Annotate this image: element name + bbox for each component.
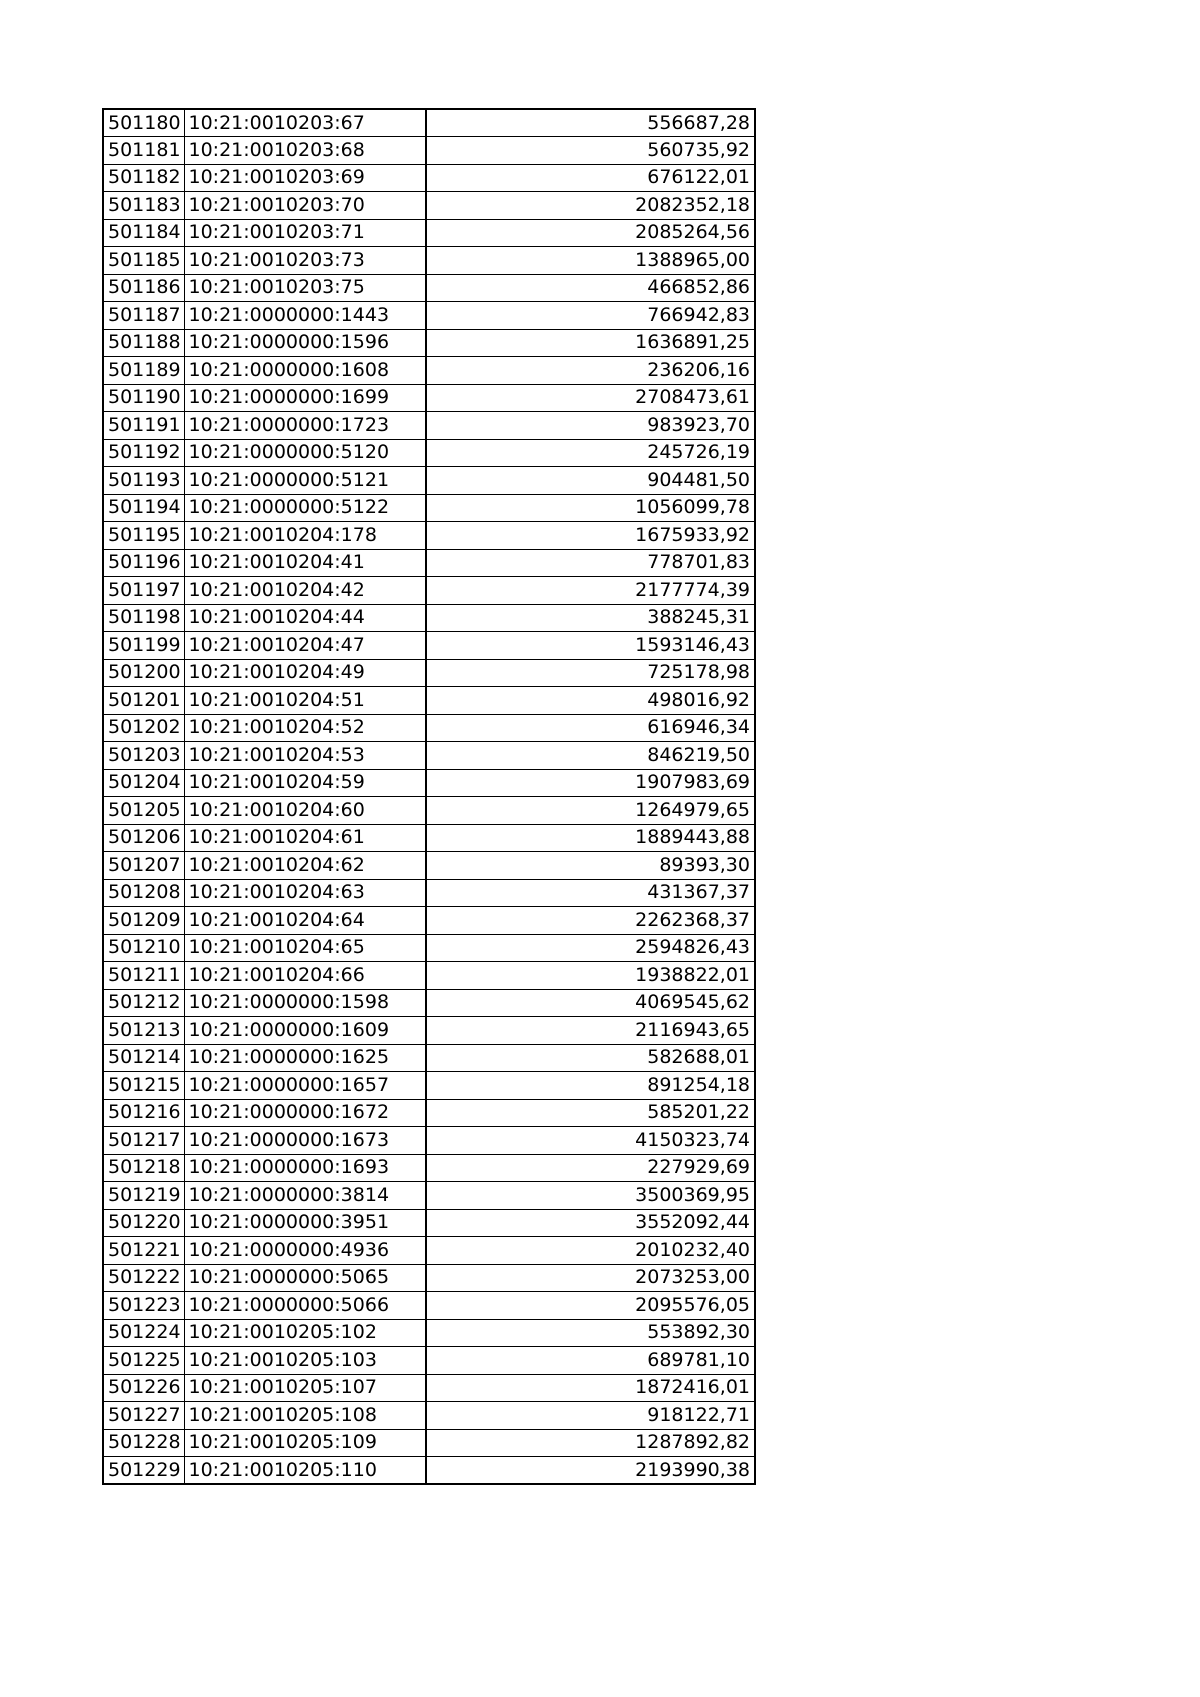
cadastral-number-cell: 10:21:0010204:65 <box>184 934 426 962</box>
value-cell: 846219,50 <box>426 742 755 770</box>
row-number-cell: 501204 <box>103 769 184 797</box>
table-row <box>103 219 755 247</box>
value-cell: 983923,70 <box>426 412 755 440</box>
row-number-cell: 501198 <box>103 604 184 632</box>
row-number-cell: 501222 <box>103 1264 184 1292</box>
cadastral-number-cell: 10:21:0010205:108 <box>184 1402 426 1430</box>
value-cell: 1889443,88 <box>426 824 755 852</box>
value-cell: 3500369,95 <box>426 1182 755 1210</box>
row-number-cell: 501195 <box>103 522 184 550</box>
row-number-cell: 501227 <box>103 1402 184 1430</box>
value-cell: 1593146,43 <box>426 632 755 660</box>
table-row <box>103 852 755 880</box>
table-row <box>103 1457 755 1485</box>
value-cell: 553892,30 <box>426 1319 755 1347</box>
table-row <box>103 604 755 632</box>
row-number-cell: 501193 <box>103 467 184 495</box>
cadastral-number-cell: 10:21:0010203:69 <box>184 164 426 192</box>
value-cell: 2082352,18 <box>426 192 755 220</box>
row-number-cell: 501200 <box>103 659 184 687</box>
cadastral-number-cell: 10:21:0000000:1672 <box>184 1099 426 1127</box>
cadastral-number-cell: 10:21:0010204:51 <box>184 687 426 715</box>
table-row <box>103 1264 755 1292</box>
value-cell: 466852,86 <box>426 274 755 302</box>
row-number-cell: 501185 <box>103 247 184 275</box>
value-cell: 2085264,56 <box>426 219 755 247</box>
row-number-cell: 501186 <box>103 274 184 302</box>
cadastral-number-cell: 10:21:0010204:62 <box>184 852 426 880</box>
table-row <box>103 1237 755 1265</box>
cadastral-number-cell: 10:21:0010204:61 <box>184 824 426 852</box>
table-row <box>103 1209 755 1237</box>
row-number-cell: 501220 <box>103 1209 184 1237</box>
row-number-cell: 501228 <box>103 1429 184 1457</box>
value-cell: 560735,92 <box>426 137 755 165</box>
row-number-cell: 501216 <box>103 1099 184 1127</box>
row-number-cell: 501190 <box>103 384 184 412</box>
row-number-cell: 501194 <box>103 494 184 522</box>
value-cell: 2193990,38 <box>426 1457 755 1485</box>
table-row <box>103 1044 755 1072</box>
cadastral-number-cell: 10:21:0000000:3951 <box>184 1209 426 1237</box>
cadastral-number-cell: 10:21:0010205:109 <box>184 1429 426 1457</box>
value-cell: 725178,98 <box>426 659 755 687</box>
cadastral-number-cell: 10:21:0000000:5121 <box>184 467 426 495</box>
value-cell: 1675933,92 <box>426 522 755 550</box>
value-cell: 582688,01 <box>426 1044 755 1072</box>
row-number-cell: 501207 <box>103 852 184 880</box>
value-cell: 2177774,39 <box>426 577 755 605</box>
value-cell: 676122,01 <box>426 164 755 192</box>
row-number-cell: 501226 <box>103 1374 184 1402</box>
value-cell: 227929,69 <box>426 1154 755 1182</box>
value-cell: 2262368,37 <box>426 907 755 935</box>
row-number-cell: 501182 <box>103 164 184 192</box>
row-number-cell: 501197 <box>103 577 184 605</box>
table-row <box>103 824 755 852</box>
row-number-cell: 501210 <box>103 934 184 962</box>
row-number-cell: 501184 <box>103 219 184 247</box>
value-cell: 1938822,01 <box>426 962 755 990</box>
value-cell: 1872416,01 <box>426 1374 755 1402</box>
cadastral-number-cell: 10:21:0010204:60 <box>184 797 426 825</box>
value-cell: 2594826,43 <box>426 934 755 962</box>
table-row <box>103 1127 755 1155</box>
row-number-cell: 501213 <box>103 1017 184 1045</box>
value-cell: 778701,83 <box>426 549 755 577</box>
table-row <box>103 714 755 742</box>
cadastral-number-cell: 10:21:0010203:67 <box>184 109 426 137</box>
value-cell: 4150323,74 <box>426 1127 755 1155</box>
table-row <box>103 1402 755 1430</box>
table-row <box>103 1319 755 1347</box>
table-body <box>103 109 755 1484</box>
value-cell: 2073253,00 <box>426 1264 755 1292</box>
table-row <box>103 1429 755 1457</box>
cadastral-number-cell: 10:21:0010205:110 <box>184 1457 426 1485</box>
value-cell: 2708473,61 <box>426 384 755 412</box>
row-number-cell: 501188 <box>103 329 184 357</box>
row-number-cell: 501225 <box>103 1347 184 1375</box>
row-number-cell: 501219 <box>103 1182 184 1210</box>
table-row <box>103 879 755 907</box>
cadastral-number-cell: 10:21:0010204:178 <box>184 522 426 550</box>
table-row <box>103 164 755 192</box>
row-number-cell: 501218 <box>103 1154 184 1182</box>
cadastral-number-cell: 10:21:0010205:107 <box>184 1374 426 1402</box>
value-cell: 1636891,25 <box>426 329 755 357</box>
cadastral-number-cell: 10:21:0010204:53 <box>184 742 426 770</box>
row-number-cell: 501223 <box>103 1292 184 1320</box>
table-row <box>103 577 755 605</box>
row-number-cell: 501196 <box>103 549 184 577</box>
table-row <box>103 329 755 357</box>
value-cell: 766942,83 <box>426 302 755 330</box>
value-cell: 2116943,65 <box>426 1017 755 1045</box>
row-number-cell: 501202 <box>103 714 184 742</box>
cadastral-number-cell: 10:21:0010204:47 <box>184 632 426 660</box>
row-number-cell: 501183 <box>103 192 184 220</box>
cadastral-number-cell: 10:21:0000000:1598 <box>184 989 426 1017</box>
table-row <box>103 1374 755 1402</box>
table-row <box>103 1099 755 1127</box>
row-number-cell: 501215 <box>103 1072 184 1100</box>
cadastral-number-cell: 10:21:0010203:71 <box>184 219 426 247</box>
table-row <box>103 494 755 522</box>
value-cell: 689781,10 <box>426 1347 755 1375</box>
row-number-cell: 501209 <box>103 907 184 935</box>
value-cell: 89393,30 <box>426 852 755 880</box>
cadastral-number-cell: 10:21:0010204:42 <box>184 577 426 605</box>
cadastral-number-cell: 10:21:0010203:73 <box>184 247 426 275</box>
cadastral-number-cell: 10:21:0010203:75 <box>184 274 426 302</box>
cadastral-number-cell: 10:21:0000000:1608 <box>184 357 426 385</box>
cadastral-number-cell: 10:21:0000000:4936 <box>184 1237 426 1265</box>
cadastral-number-cell: 10:21:0010204:59 <box>184 769 426 797</box>
table-row <box>103 1292 755 1320</box>
table-row <box>103 632 755 660</box>
row-number-cell: 501206 <box>103 824 184 852</box>
table-row <box>103 412 755 440</box>
cadastral-number-cell: 10:21:0000000:5120 <box>184 439 426 467</box>
table-row <box>103 659 755 687</box>
cadastral-number-cell: 10:21:0010205:103 <box>184 1347 426 1375</box>
cadastral-number-cell: 10:21:0010204:41 <box>184 549 426 577</box>
cadastral-number-cell: 10:21:0010204:63 <box>184 879 426 907</box>
table-row <box>103 962 755 990</box>
table-row <box>103 1347 755 1375</box>
cadastral-number-cell: 10:21:0000000:5122 <box>184 494 426 522</box>
value-cell: 2010232,40 <box>426 1237 755 1265</box>
table-row <box>103 934 755 962</box>
table-row <box>103 1017 755 1045</box>
table-row <box>103 797 755 825</box>
cadastral-number-cell: 10:21:0010204:52 <box>184 714 426 742</box>
cadastral-number-cell: 10:21:0000000:3814 <box>184 1182 426 1210</box>
value-cell: 904481,50 <box>426 467 755 495</box>
table-row <box>103 687 755 715</box>
cadastral-number-cell: 10:21:0000000:1693 <box>184 1154 426 1182</box>
row-number-cell: 501203 <box>103 742 184 770</box>
table-row <box>103 1072 755 1100</box>
value-cell: 498016,92 <box>426 687 755 715</box>
value-cell: 1264979,65 <box>426 797 755 825</box>
cadastral-number-cell: 10:21:0000000:5066 <box>184 1292 426 1320</box>
value-cell: 891254,18 <box>426 1072 755 1100</box>
value-cell: 1056099,78 <box>426 494 755 522</box>
table-row <box>103 467 755 495</box>
table-row <box>103 302 755 330</box>
cadastral-number-cell: 10:21:0010204:44 <box>184 604 426 632</box>
value-cell: 585201,22 <box>426 1099 755 1127</box>
cadastral-number-cell: 10:21:0000000:1699 <box>184 384 426 412</box>
table-row <box>103 247 755 275</box>
cadastral-number-cell: 10:21:0010203:68 <box>184 137 426 165</box>
table-row <box>103 357 755 385</box>
cadastral-number-cell: 10:21:0000000:1625 <box>184 1044 426 1072</box>
cadastral-number-cell: 10:21:0000000:1673 <box>184 1127 426 1155</box>
row-number-cell: 501205 <box>103 797 184 825</box>
table-row <box>103 274 755 302</box>
cadastral-number-cell: 10:21:0000000:1723 <box>184 412 426 440</box>
cadastral-number-cell: 10:21:0010203:70 <box>184 192 426 220</box>
row-number-cell: 501217 <box>103 1127 184 1155</box>
value-cell: 2095576,05 <box>426 1292 755 1320</box>
row-number-cell: 501201 <box>103 687 184 715</box>
value-cell: 1287892,82 <box>426 1429 755 1457</box>
cadastral-number-cell: 10:21:0000000:1657 <box>184 1072 426 1100</box>
cadastral-number-cell: 10:21:0000000:1443 <box>184 302 426 330</box>
cadastral-number-cell: 10:21:0010205:102 <box>184 1319 426 1347</box>
cadastral-number-cell: 10:21:0010204:64 <box>184 907 426 935</box>
table-row <box>103 439 755 467</box>
table-row <box>103 549 755 577</box>
row-number-cell: 501191 <box>103 412 184 440</box>
row-number-cell: 501187 <box>103 302 184 330</box>
value-cell: 236206,16 <box>426 357 755 385</box>
table-row <box>103 907 755 935</box>
table-row <box>103 1154 755 1182</box>
table-row <box>103 769 755 797</box>
row-number-cell: 501180 <box>103 109 184 137</box>
cadastral-number-cell: 10:21:0000000:5065 <box>184 1264 426 1292</box>
row-number-cell: 501199 <box>103 632 184 660</box>
value-cell: 556687,28 <box>426 109 755 137</box>
value-cell: 616946,34 <box>426 714 755 742</box>
table-row <box>103 742 755 770</box>
row-number-cell: 501181 <box>103 137 184 165</box>
value-cell: 388245,31 <box>426 604 755 632</box>
cadastral-number-cell: 10:21:0000000:1596 <box>184 329 426 357</box>
row-number-cell: 501192 <box>103 439 184 467</box>
row-number-cell: 501212 <box>103 989 184 1017</box>
table-row <box>103 1182 755 1210</box>
row-number-cell: 501208 <box>103 879 184 907</box>
value-cell: 4069545,62 <box>426 989 755 1017</box>
table-row <box>103 522 755 550</box>
value-cell: 431367,37 <box>426 879 755 907</box>
table-row <box>103 989 755 1017</box>
cadastral-number-cell: 10:21:0010204:49 <box>184 659 426 687</box>
table-row <box>103 137 755 165</box>
row-number-cell: 501229 <box>103 1457 184 1485</box>
value-cell: 1388965,00 <box>426 247 755 275</box>
table-row <box>103 192 755 220</box>
cadastral-number-cell: 10:21:0000000:1609 <box>184 1017 426 1045</box>
cadastral-number-cell: 10:21:0010204:66 <box>184 962 426 990</box>
row-number-cell: 501211 <box>103 962 184 990</box>
value-cell: 1907983,69 <box>426 769 755 797</box>
value-cell: 918122,71 <box>426 1402 755 1430</box>
row-number-cell: 501214 <box>103 1044 184 1072</box>
data-table <box>102 108 756 1485</box>
value-cell: 245726,19 <box>426 439 755 467</box>
table-row <box>103 109 755 137</box>
table-row <box>103 384 755 412</box>
row-number-cell: 501189 <box>103 357 184 385</box>
value-cell: 3552092,44 <box>426 1209 755 1237</box>
row-number-cell: 501224 <box>103 1319 184 1347</box>
row-number-cell: 501221 <box>103 1237 184 1265</box>
